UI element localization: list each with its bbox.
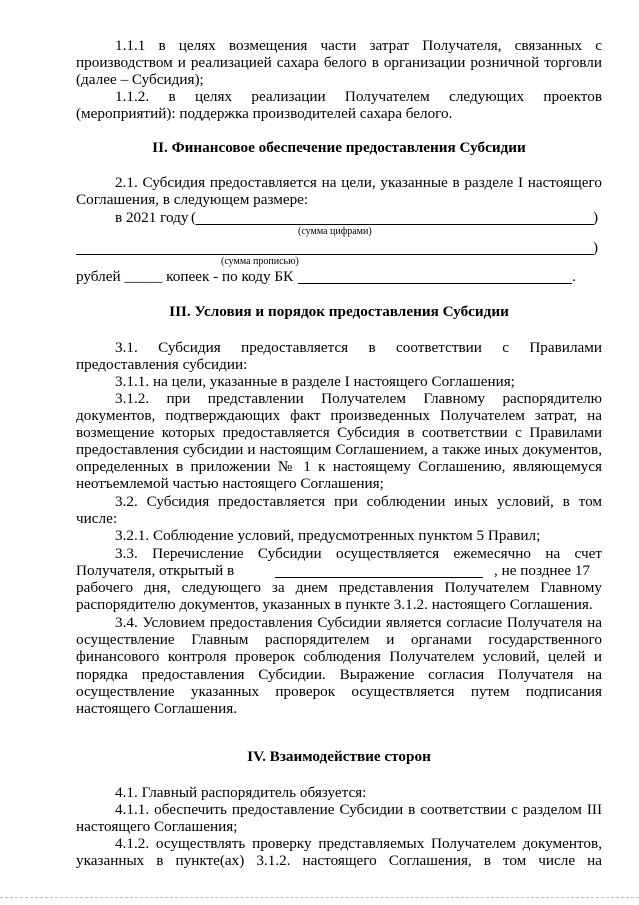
paragraph-line: указанных в пункте(ах) 3.1.2. настоящего Соглашения, в том числе на — [76, 852, 602, 869]
amount-words-line — [76, 254, 594, 255]
paragraph-line: , не позднее 17 — [494, 562, 591, 579]
paragraph-line: порядка предоставления Субсидии. Выражение согласия Получателя на — [76, 666, 602, 683]
amount-words-caption: (сумма прописью) — [221, 256, 299, 267]
amount-digits-line — [196, 224, 594, 225]
open-paren: ( — [191, 209, 197, 226]
page-edge — [0, 897, 639, 898]
rubles-line: рублей _____ копеек - по коду БК — [76, 268, 294, 285]
paragraph-line: 3.1.1. на цели, указанные в разделе I настоящего Соглашения; — [115, 373, 515, 390]
paragraph-line: 4.1.1. обеспечить предоставление Субсидии в соответствии с разделом III — [115, 801, 602, 818]
paragraph-line: настоящего Соглашения; — [76, 818, 238, 835]
paragraph-line: осуществление Главным распорядителем и органами государственного — [76, 631, 602, 648]
paragraph-line: предоставления субсидии и настоящим Соглашением, а также иных документов, — [76, 441, 602, 458]
bank-name-line — [275, 577, 483, 578]
budget-code-line — [298, 283, 572, 284]
paragraph-line: Получателя, открытый в — [76, 562, 235, 579]
paragraph-line: 3.2.1. Соблюдение условий, предусмотренных пунктом 5 Правил; — [115, 527, 541, 544]
paragraph-line: 3.4. Условием предоставления Субсидии является согласие Получателя на — [115, 614, 602, 631]
close-paren: ) — [593, 209, 599, 226]
paragraph-line: осуществление указанных проверок осуществляется путем подписания — [76, 683, 602, 700]
close-paren: ) — [593, 239, 599, 256]
paragraph-line: неотъемлемой частью настоящего Соглашения; — [76, 475, 384, 492]
paragraph-line: 1.1.2. в целях реализации Получателем следующих проектов — [115, 88, 602, 105]
paragraph-line: распорядителю документов, указанных в пункте 3.1.2. настоящего Соглашения. — [76, 596, 593, 613]
paragraph-line: производством и реализацией сахара белого в организации розничной торговли — [76, 54, 602, 71]
paragraph-line: числе: — [76, 510, 118, 527]
year-label: в 2021 году — [115, 209, 189, 226]
paragraph-line: возмещение которых предоставляется Субсидия в соответствии с Правилами — [76, 424, 602, 441]
period: . — [572, 268, 576, 285]
paragraph-line: 1.1.1 в целях возмещения части затрат Получателя, связанных с — [115, 37, 602, 54]
section-heading-4: IV. Взаимодействие сторон — [247, 748, 431, 765]
paragraph-line: 3.3. Перечисление Субсидии осуществляется ежемесячно на счет — [115, 545, 602, 562]
paragraph-line: финансового контроля проверок соблюдения Получателем условий, целей и — [76, 648, 602, 665]
section-heading-2: II. Финансовое обеспечение предоставления Субсидии — [152, 139, 526, 156]
paragraph-line: настоящего Соглашения. — [76, 700, 237, 717]
paragraph-line: 4.1.2. осуществлять проверку представляемых Получателем документов, — [115, 835, 602, 852]
paragraph-line: документов, подтверждающих факт произведенных Получателем затрат, на — [76, 407, 602, 424]
amount-digits-caption: (сумма цифрами) — [298, 226, 372, 237]
paragraph-line: рабочего дня, следующего за днем представления Получателем Главному — [76, 579, 602, 596]
paragraph-line: предоставления субсидии: — [76, 356, 248, 373]
paragraph-line: Соглашения, в следующем размере: — [76, 191, 309, 208]
paragraph-line: (мероприятий): поддержка производителей сахара белого. — [76, 105, 453, 122]
paragraph-line: 2.1. Субсидия предоставляется на цели, указанные в разделе I настоящего — [115, 174, 602, 191]
paragraph-line: 4.1. Главный распорядитель обязуется: — [115, 784, 367, 801]
paragraph-line: 3.2. Субсидия предоставляется при соблюдении иных условий, в том — [115, 493, 602, 510]
paragraph-line: (далее – Субсидия); — [76, 71, 204, 88]
paragraph-line: 3.1.2. при представлении Получателем Главному распорядителю — [115, 390, 602, 407]
section-heading-3: III. Условия и порядок предоставления Субсидии — [169, 303, 509, 320]
paragraph-line: 3.1. Субсидия предоставляется в соответствии с Правилами — [115, 339, 602, 356]
paragraph-line: определенных в приложении № 1 к настоящему Соглашению, являющемуся — [76, 458, 602, 475]
